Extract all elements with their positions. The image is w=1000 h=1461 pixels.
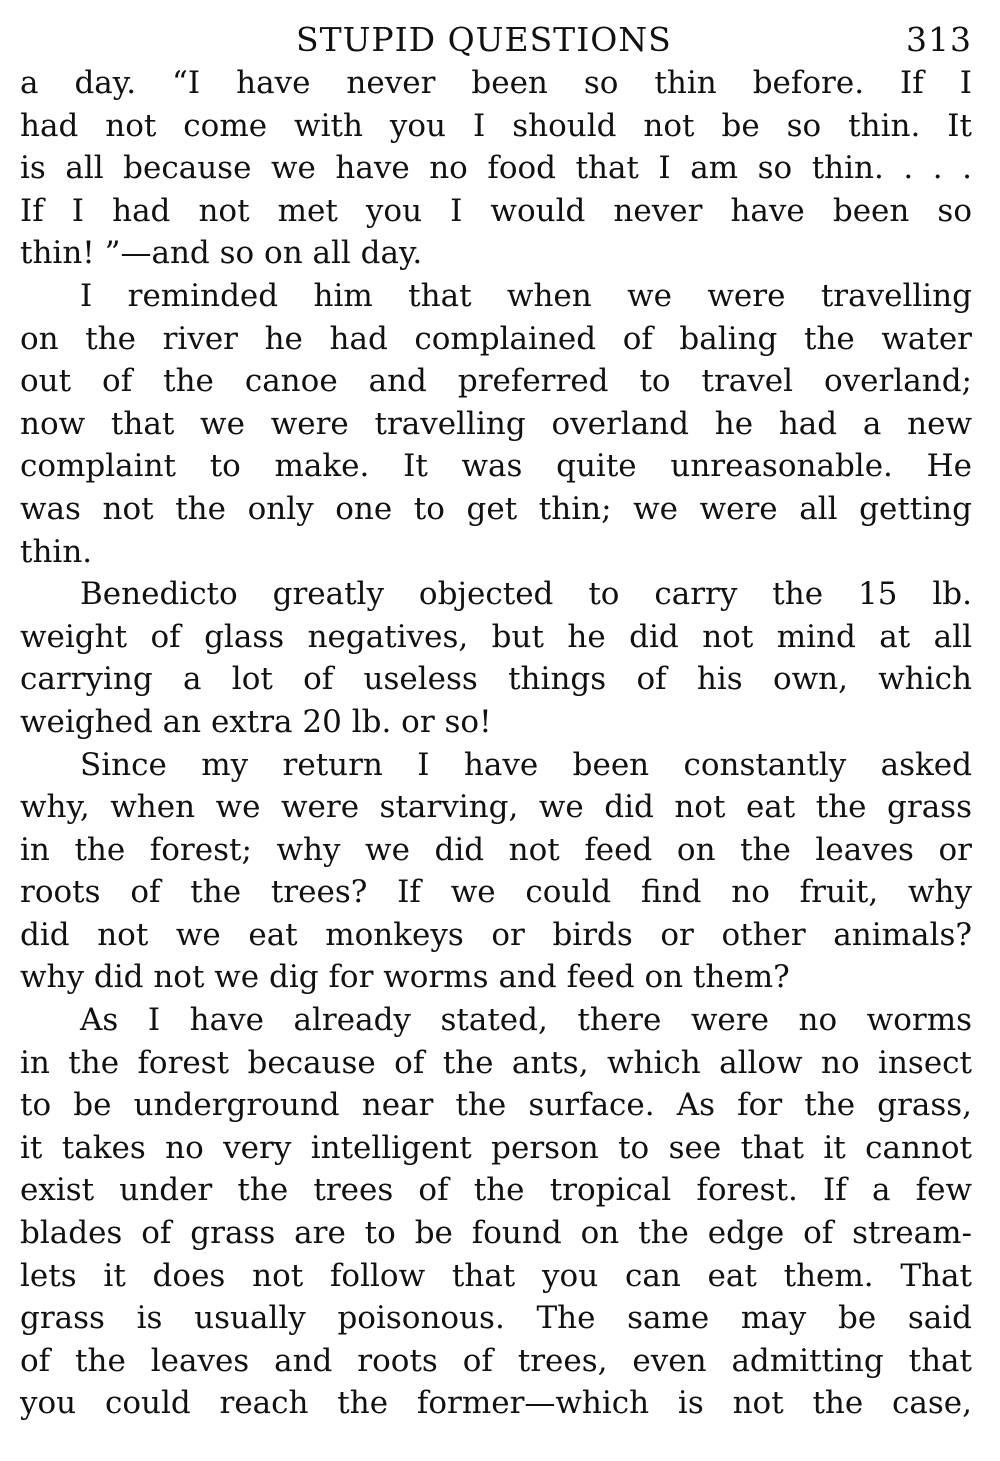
text-line: grass is usually poisonous. The same may be said (20, 1300, 972, 1337)
text-line: why did not we dig for worms and feed on them? (20, 959, 790, 996)
text-line: is all because we have no food that I am so thin. . . . (20, 150, 972, 187)
text-line: why, when we were starving, we did not eat the grass (20, 789, 972, 826)
text-line: weight of glass negatives, but he did not mind at all (20, 618, 972, 655)
page-number: 313 (906, 20, 972, 59)
running-head (20, 18, 972, 62)
text-line: blades of grass are to be found on the edge of stream- (20, 1215, 972, 1252)
text-line: out of the canoe and preferred to travel overland; (20, 363, 972, 400)
text-line: was not the only one to get thin; we were all getting (20, 490, 972, 527)
text-line: Benedicto greatly objected to carry the 15 lb. (80, 576, 972, 613)
body-text (20, 62, 972, 1425)
text-line: did not we eat monkeys or birds or other animals? (20, 916, 972, 953)
text-line: it takes no very intelligent person to see that it cannot (20, 1129, 972, 1166)
text-line: carrying a lot of useless things of his own, which (20, 661, 972, 698)
text-line: Since my return I have been constantly asked (80, 746, 972, 783)
text-line: I reminded him that when we were travelling (80, 277, 972, 314)
text-line: you could reach the former—which is not the case, (20, 1385, 972, 1422)
text-line: exist under the trees of the tropical forest. If a few (20, 1172, 972, 1209)
text-line: complaint to make. It was quite unreasonable. He (20, 448, 972, 485)
text-line: roots of the trees? If we could find no fruit, why (20, 874, 972, 911)
text-line: on the river he had complained of baling the water (20, 320, 972, 357)
text-line: in the forest because of the ants, which allow no insect (20, 1044, 972, 1081)
text-line: lets it does not follow that you can eat them. That (20, 1257, 972, 1294)
text-line: thin. (20, 533, 93, 570)
text-line: of the leaves and roots of trees, even admitting that (20, 1342, 972, 1379)
text-line: to be underground near the surface. As for the grass, (20, 1087, 972, 1124)
text-line: thin! ”—and so on all day. (20, 235, 423, 272)
text-line: now that we were travelling overland he had a new (20, 405, 972, 442)
text-line: a day. “I have never been so thin before. If I (20, 65, 972, 101)
text-line: If I had not met you I would never have been so (20, 192, 972, 229)
book-page (20, 18, 972, 1425)
text-line: As I have already stated, there were no worms (80, 1002, 972, 1039)
text-line: in the forest; why we did not feed on the leaves or (20, 831, 972, 868)
text-line: had not come with you I should not be so thin. It (20, 107, 972, 144)
text-line: weighed an extra 20 lb. or so! (20, 703, 492, 740)
running-title: STUPID QUESTIONS (296, 20, 672, 59)
